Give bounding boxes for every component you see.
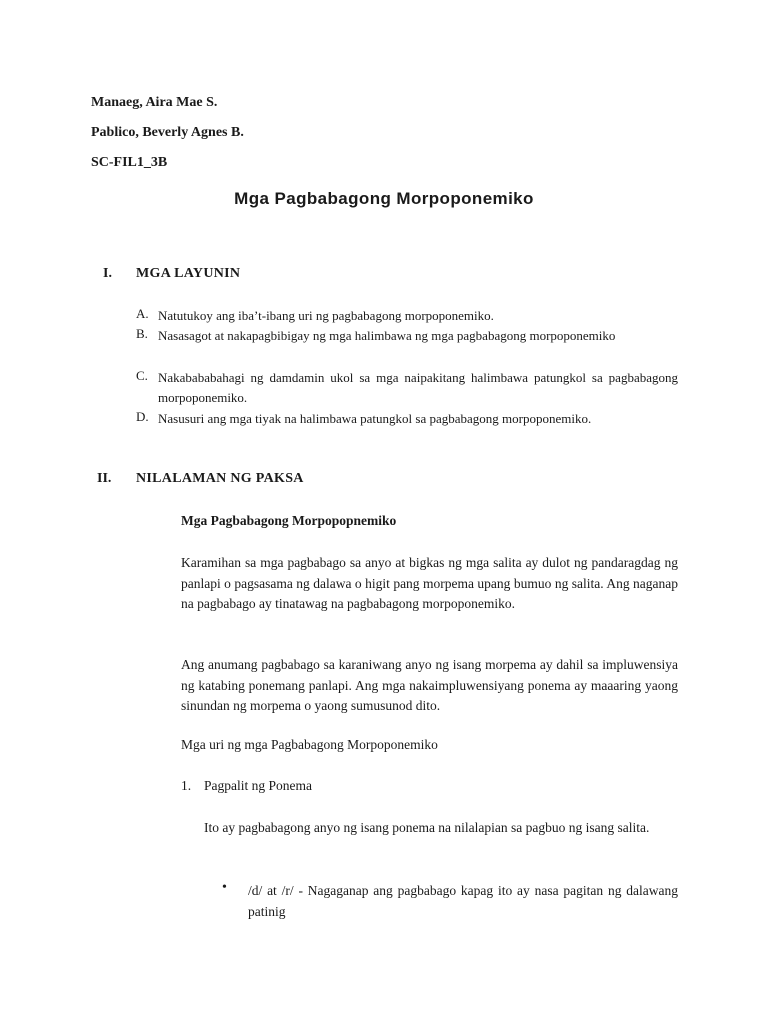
item-1-label: Pagpalit ng Ponema <box>204 778 312 793</box>
item-1-description: Ito ay pagbabagong anyo ng isang ponema na nilalapian sa pagbuo ng isang salita. <box>204 820 650 835</box>
objective-text-d: Nasusuri ang mga tiyak na halimbawa patungkol sa pagbabagong morpoponemiko. <box>158 411 592 426</box>
paragraph-2: Ang anumang pagbabago sa karaniwang anyo ng isang morpema ay dahil sa impluwensiya ng katabing ponemang panlapi. Ang mga nakaimpluwensiyang ponema ay maaaring yaong sinundan ng morpema o yaong sumusunod dito. <box>181 657 678 713</box>
author-name-2: Pablico, Beverly Agnes B. <box>91 125 244 140</box>
document-title: Mga Pagbabagong Morpoponemiko <box>234 189 534 208</box>
class-section: SC-FIL1_3B <box>91 155 168 170</box>
objective-text-c: Nakabababahagi ng damdamin ukol sa mga naipakitang halimbawa patungkol sa pagbabagong morpoponemiko. <box>158 370 678 405</box>
types-heading: Mga uri ng mga Pagbabagong Morpoponemiko <box>181 737 438 752</box>
topic-subtitle: Mga Pagbabagong Morpopopnemiko <box>181 513 397 528</box>
section-1-numeral: I. <box>103 266 112 281</box>
bullet-icon: • <box>222 880 227 895</box>
section-2-heading: NILALAMAN NG PAKSA <box>136 471 304 486</box>
author-name-1: Manaeg, Aira Mae S. <box>91 95 218 110</box>
objective-letter-d: D. <box>136 409 149 424</box>
item-1-number: 1. <box>181 778 192 793</box>
objective-text-a: Natutukoy ang iba’t-ibang uri ng pagbabagong morpoponemiko. <box>158 308 494 323</box>
section-2-numeral: II. <box>97 471 112 486</box>
objective-text-b: Nasasagot at nakapagbibigay ng mga halimbawa ng mga pagbabagong morpoponemiko <box>158 328 616 343</box>
objective-letter-a: A. <box>136 306 149 321</box>
objective-letter-c: C. <box>136 368 148 383</box>
section-1-heading: MGA LAYUNIN <box>136 266 241 281</box>
objective-letter-b: B. <box>136 326 148 341</box>
paragraph-1: Karamihan sa mga pagbabago sa anyo at bigkas ng mga salita ay dulot ng pandaragdag ng panlapi o pagsasama ng dalawa o higit pang morpema upang bumuo ng salita. Ang naganap na pagbabago ay tinatawag na pagbabagong morpoponemiko. <box>181 555 678 611</box>
bullet-text: /d/ at /r/ - Nagaganap ang pagbabago kapag ito ay nasa pagitan ng dalawang patinig <box>248 883 678 919</box>
